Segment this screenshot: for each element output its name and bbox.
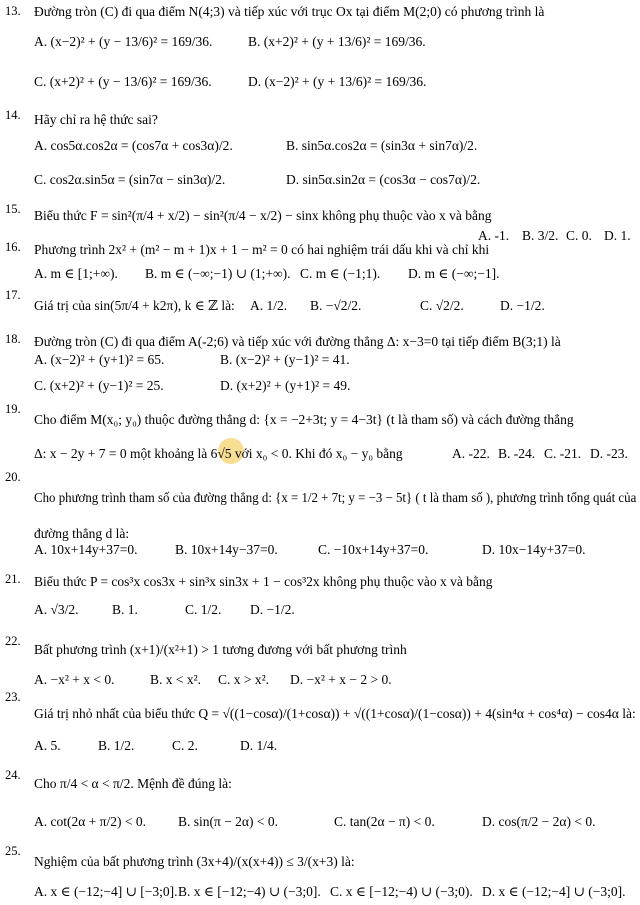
option-b: B. -24. bbox=[498, 446, 536, 461]
question-stem: Giá trị nhỏ nhất của biểu thức Q = √((1−cosα)/(1+cosα)) + √((1+cosα)/(1−cosα)) + 4(sin⁴α + cos⁴α) − cos4α là: bbox=[34, 706, 636, 721]
option-c: C. x > x². bbox=[218, 672, 270, 687]
option-a: A. cos5α.cos2α = (cos7α + cos3α)/2. bbox=[34, 138, 233, 153]
option-a: A. 1/2. bbox=[250, 298, 288, 313]
option-c: C. 1/2. bbox=[185, 602, 222, 617]
option-a: A. √3/2. bbox=[34, 602, 79, 617]
option-d: D. cos(π/2 − 2α) < 0. bbox=[482, 814, 596, 829]
option-b: B. 3/2. bbox=[522, 228, 559, 243]
option-a: A. (x−2)² + (y − 13/6)² = 169/36. bbox=[34, 34, 213, 49]
option-a: A. 5. bbox=[34, 738, 61, 753]
option-d: D. 1. bbox=[604, 228, 631, 243]
option-c: C. x ∈ [−12;−4) ∪ (−3;0). bbox=[330, 884, 473, 899]
option-b: B. x ∈ [−12;−4) ∪ (−3;0]. bbox=[178, 884, 321, 899]
option-a: A. x ∈ (−12;−4] ∪ [−3;0]. bbox=[34, 884, 178, 899]
question-stem: Phương trình 2x² + (m² − m + 1)x + 1 − m² = 0 có hai nghiệm trái dấu khi và chỉ khi bbox=[34, 242, 490, 257]
question-stem: Cho phương trình tham số của đường thẳng d: {x = 1/2 + 7t; y = −3 − 5t} ( t là tham số ), phương trình tổng quát của bbox=[34, 490, 637, 505]
option-b: B. (x−2)² + (y−1)² = 41. bbox=[220, 352, 350, 367]
option-d: D. −1/2. bbox=[500, 298, 545, 313]
option-b: B. 1. bbox=[112, 602, 138, 617]
question-number: 17. bbox=[5, 288, 21, 302]
option-c: C. m ∈ (−1;1). bbox=[300, 266, 381, 281]
option-d: D. (x+2)² + (y+1)² = 49. bbox=[220, 378, 351, 393]
question-stem: Nghiệm của bất phương trình (3x+4)/(x(x+4)) ≤ 3/(x+3) là: bbox=[34, 854, 355, 869]
option-c: C. 0. bbox=[566, 228, 592, 243]
question-number: 15. bbox=[5, 202, 21, 216]
option-b: B. m ∈ (−∞;−1) ∪ (1;+∞). bbox=[145, 266, 291, 281]
question-stem: Biểu thức F = sin²(π/4 + x/2) − sin²(π/4 − x/2) − sinx không phụ thuộc vào x và bằng bbox=[34, 208, 492, 223]
question-number: 20. bbox=[5, 470, 21, 484]
option-c: C. -21. bbox=[544, 446, 582, 461]
option-b: B. 10x+14y−37=0. bbox=[175, 542, 278, 557]
question-stem: Hãy chỉ ra hệ thức sai? bbox=[34, 112, 158, 127]
question-number: 21. bbox=[5, 572, 21, 586]
option-c: C. √2/2. bbox=[420, 298, 464, 313]
question-stem-line2: đường thẳng d là: bbox=[34, 526, 130, 541]
question-stem-line2: Δ: x − 2y + 7 = 0 một khoảng là 6√5 với x₀ < 0. Khi đó x₀ − y₀ bằng bbox=[34, 446, 403, 461]
question-number: 13. bbox=[5, 4, 21, 18]
question-number: 25. bbox=[5, 844, 21, 858]
option-a: A. 10x+14y+37=0. bbox=[34, 542, 138, 557]
question-stem: Cho điểm M(x₀; y₀) thuộc đường thẳng d: {x = −2+3t; y = 4−3t} (t là tham số) và cách đường thẳng bbox=[34, 412, 574, 427]
option-c: C. 2. bbox=[172, 738, 198, 753]
option-d: D. −1/2. bbox=[250, 602, 295, 617]
option-d: D. −x² + x − 2 > 0. bbox=[290, 672, 392, 687]
question-number: 22. bbox=[5, 634, 21, 648]
question-stem: Đường tròn (C) đi qua điểm A(-2;6) và tiếp xúc với đường thẳng Δ: x−3=0 tại tiếp điểm B(3;1) là bbox=[34, 334, 561, 349]
option-d: D. (x−2)² + (y + 13/6)² = 169/36. bbox=[248, 74, 427, 89]
option-d: D. 1/4. bbox=[240, 738, 278, 753]
question-number: 19. bbox=[5, 402, 21, 416]
question-number: 23. bbox=[5, 690, 21, 704]
option-c: C. (x+2)² + (y − 13/6)² = 169/36. bbox=[34, 74, 212, 89]
question-number: 14. bbox=[5, 108, 21, 122]
option-c: C. tan(2α − π) < 0. bbox=[334, 814, 435, 829]
question-stem: Giá trị của sin(5π/4 + k2π), k ∈ ℤ là: bbox=[34, 298, 235, 313]
option-b: B. x < x². bbox=[150, 672, 202, 687]
option-a: A. m ∈ [1;+∞). bbox=[34, 266, 118, 281]
question-stem: Bất phương trình (x+1)/(x²+1) > 1 tương đương với bất phương trình bbox=[34, 642, 407, 657]
option-d: D. 10x−14y+37=0. bbox=[482, 542, 586, 557]
question-stem: Biểu thức P = cos³x cos3x + sin³x sin3x + 1 − cos³2x không phụ thuộc vào x và bằng bbox=[34, 574, 493, 589]
question-number: 18. bbox=[5, 332, 21, 346]
option-d: D. x ∈ (−12;−4] ∪ (−3;0]. bbox=[482, 884, 626, 899]
option-b: B. sin5α.cos2α = (sin3α + sin7α)/2. bbox=[286, 138, 478, 153]
option-c: C. (x+2)² + (y−1)² = 25. bbox=[34, 378, 164, 393]
option-c: C. −10x+14y+37=0. bbox=[318, 542, 429, 557]
option-a: A. -1. bbox=[478, 228, 510, 243]
option-d: D. -23. bbox=[590, 446, 628, 461]
option-b: B. sin(π − 2α) < 0. bbox=[178, 814, 278, 829]
question-stem: Đường tròn (C) đi qua điểm N(4;3) và tiếp xúc với trục Ox tại điểm M(2;0) có phương trình là bbox=[34, 4, 545, 19]
option-b: B. 1/2. bbox=[98, 738, 135, 753]
option-d: D. sin5α.sin2α = (cos3α − cos7α)/2. bbox=[286, 172, 481, 187]
question-stem: Cho π/4 < α < π/2. Mệnh đề đúng là: bbox=[34, 776, 232, 791]
option-c: C. cos2α.sin5α = (sin7α − sin3α)/2. bbox=[34, 172, 226, 187]
question-number: 24. bbox=[5, 768, 21, 782]
option-a: A. −x² + x < 0. bbox=[34, 672, 115, 687]
option-a: A. (x−2)² + (y+1)² = 65. bbox=[34, 352, 165, 367]
question-number: 16. bbox=[5, 240, 21, 254]
option-a: A. cot(2α + π/2) < 0. bbox=[34, 814, 146, 829]
option-d: D. m ∈ (−∞;−1]. bbox=[408, 266, 500, 281]
option-a: A. -22. bbox=[452, 446, 490, 461]
option-b: B. (x+2)² + (y + 13/6)² = 169/36. bbox=[248, 34, 426, 49]
option-b: B. −√2/2. bbox=[310, 298, 362, 313]
